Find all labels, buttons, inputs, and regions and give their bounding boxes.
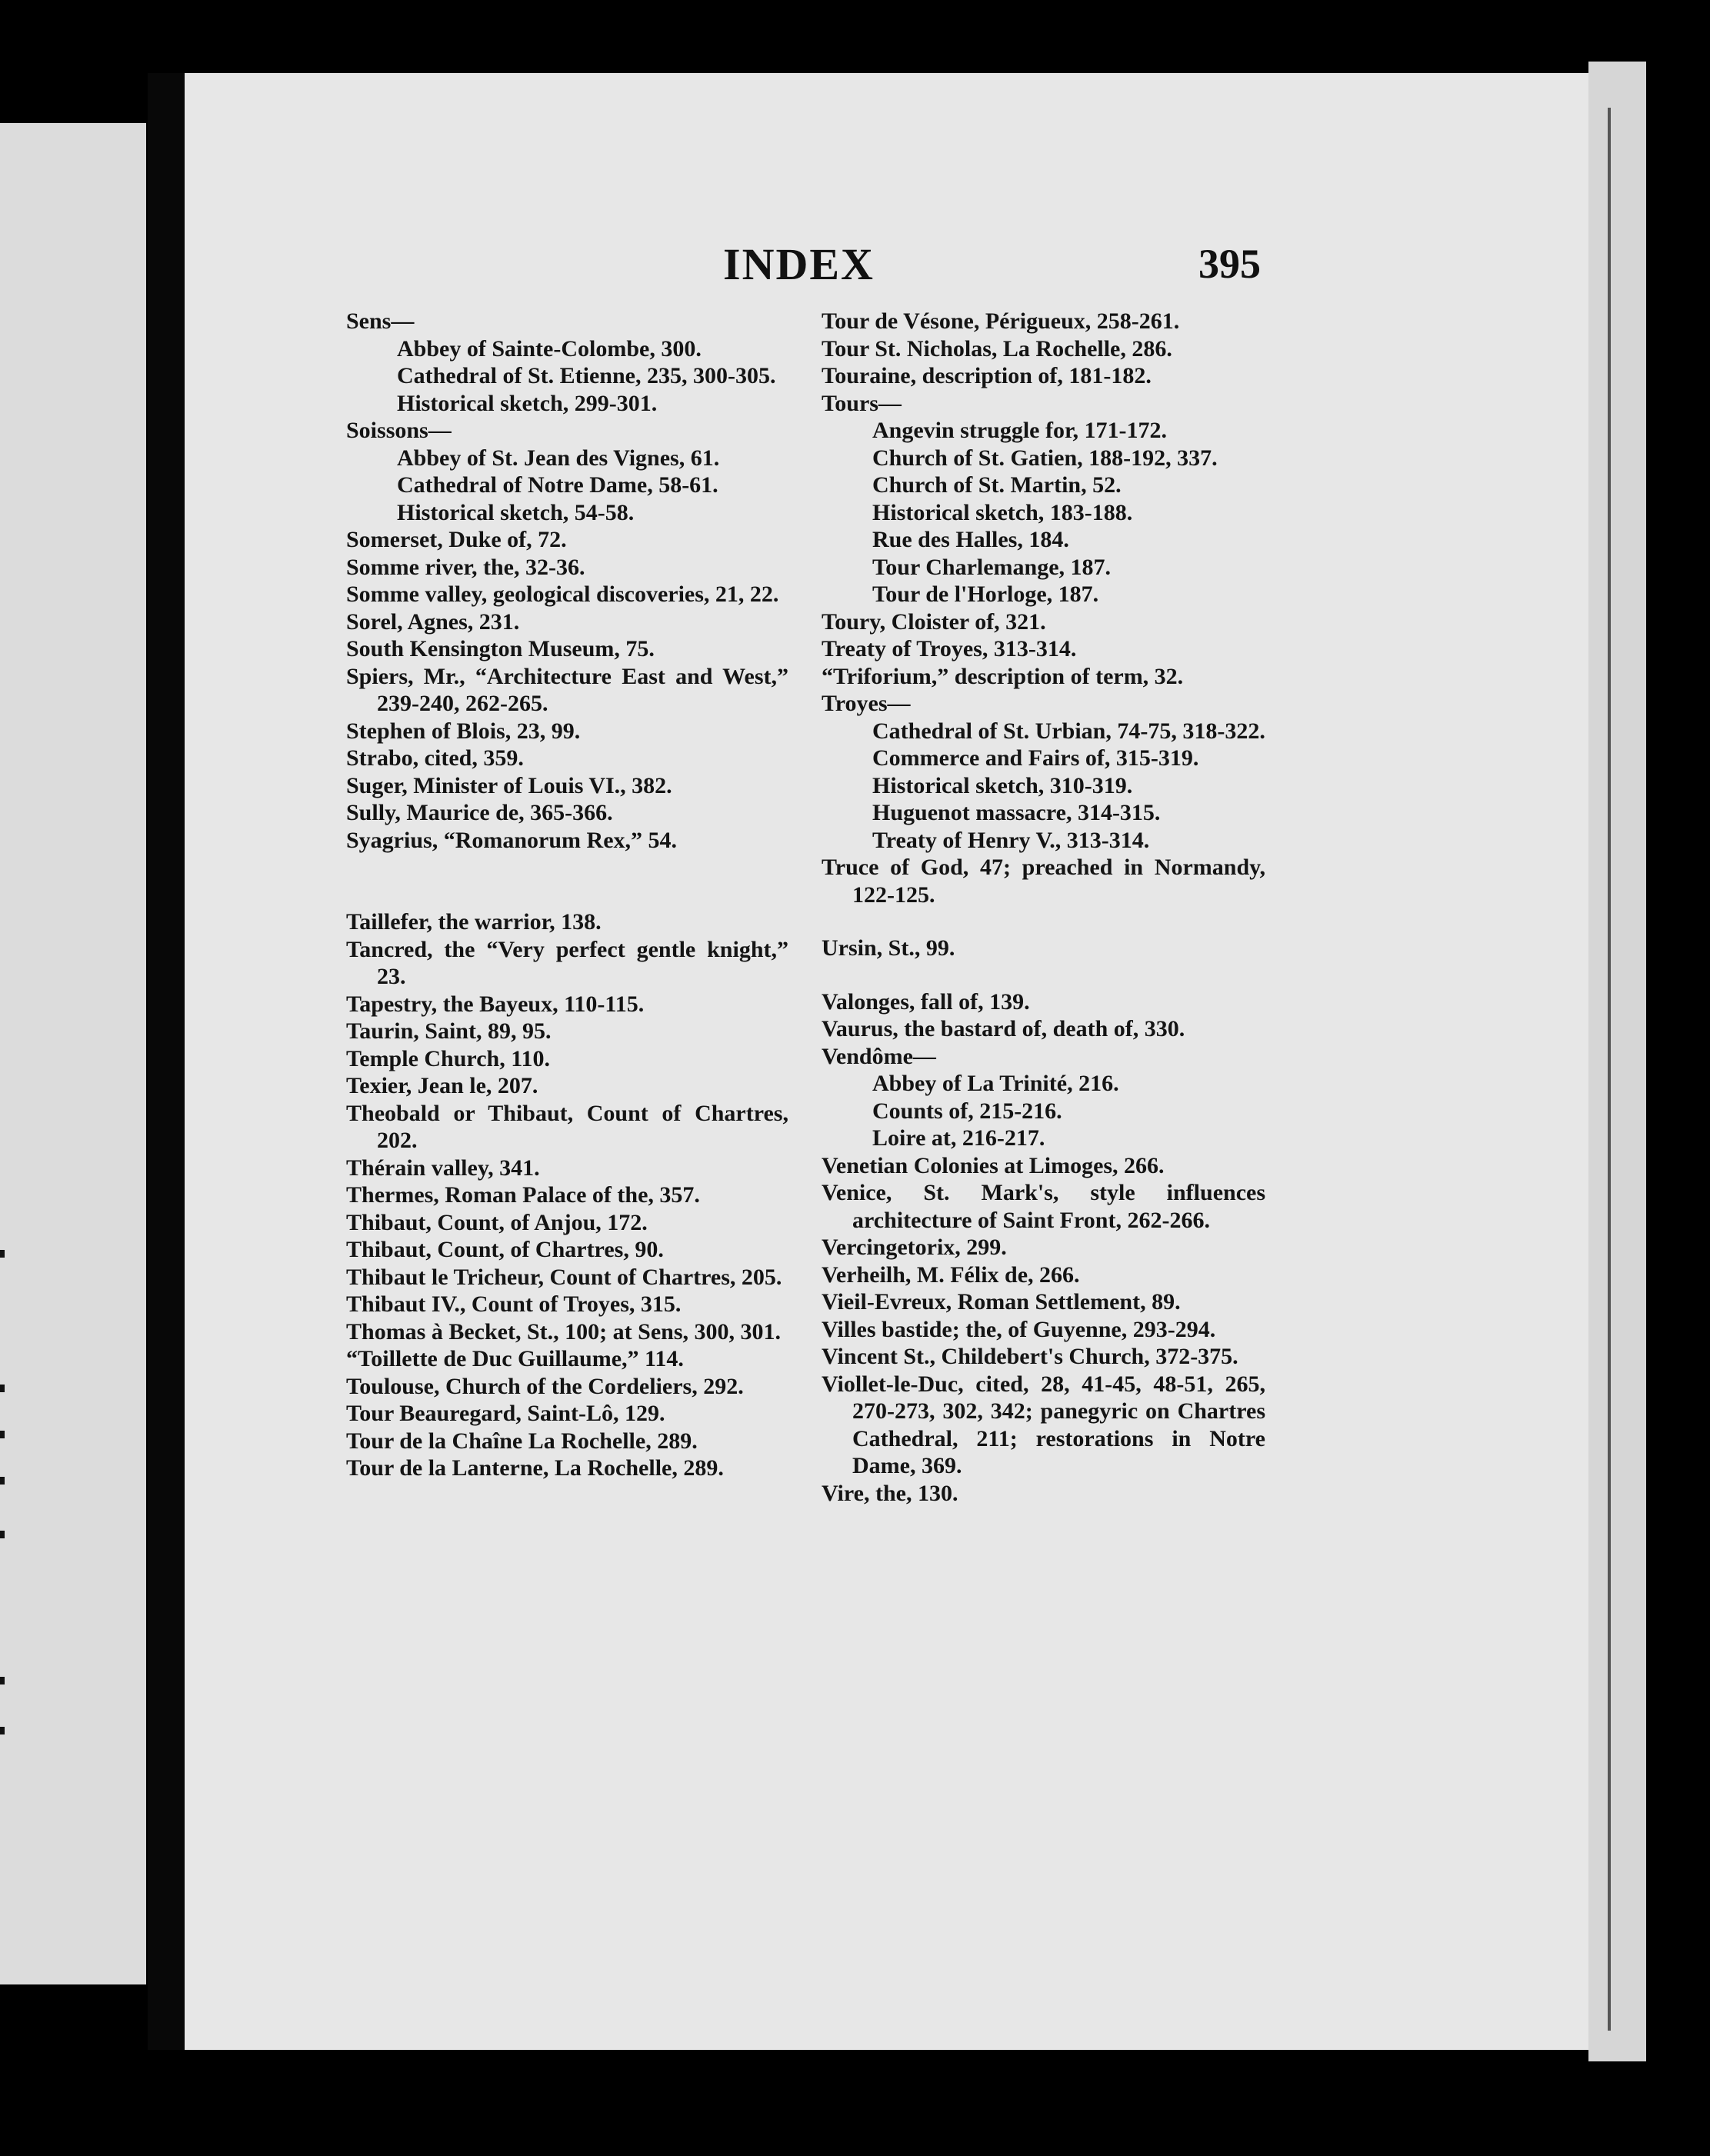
index-column-left xyxy=(346,308,788,1482)
book-gutter xyxy=(148,73,185,2050)
index-entry: Vincent St., Childebert's Church, 372-375. xyxy=(822,1344,1238,1369)
index-entry: Touraine, description of, 181-182. xyxy=(822,363,1152,388)
index-entry: Somme valley, geological discoveries, 21, 22. xyxy=(346,581,779,607)
index-entry: Venice, St. Mark's, style influences architecture of Saint Front, 262-266. xyxy=(822,1180,1265,1233)
index-entry: Thérain valley, 341. xyxy=(346,1155,540,1181)
margin-mark xyxy=(0,1385,5,1392)
letter-group-spacer xyxy=(822,962,1265,988)
index-entry: Taillefer, the warrior, 138. xyxy=(346,909,602,935)
letter-group-spacer xyxy=(346,854,788,908)
index-subentry: Rue des Halles, 184. xyxy=(872,527,1069,552)
index-entry: Toury, Cloister of, 321. xyxy=(822,608,1046,635)
margin-mark xyxy=(0,1727,5,1734)
index-subentry: Historical sketch, 299-301. xyxy=(397,390,658,416)
index-entry: Tancred, the “Very perfect gentle knight,” 23. xyxy=(346,936,788,989)
page-title: INDEX xyxy=(723,239,875,289)
index-entry: Troyes— xyxy=(822,691,911,716)
index-subentry: Abbey of Sainte-Colombe, 300. xyxy=(397,335,702,362)
index-entry: Thibaut le Tricheur, Count of Chartres, 205. xyxy=(346,1264,782,1290)
margin-mark xyxy=(0,1431,5,1438)
index-entry: Toulouse, Church of the Cordeliers, 292. xyxy=(346,1373,744,1399)
index-entry: Taurin, Saint, 89, 95. xyxy=(346,1018,552,1044)
index-entry: “Triforium,” description of term, 32. xyxy=(822,663,1184,689)
index-entry: Truce of God, 47; preached in Normandy, 122-125. xyxy=(822,855,1265,908)
index-subentry: Huguenot massacre, 314-315. xyxy=(872,800,1161,825)
index-entry: Tour de Vésone, Périgueux, 258-261. xyxy=(822,308,1180,334)
index-subentry: Loire at, 216-217. xyxy=(872,1125,1045,1151)
index-subentry: Commerce and Fairs of, 315-319. xyxy=(872,745,1199,771)
margin-mark xyxy=(0,1250,5,1258)
index-entry: Vieil-Evreux, Roman Settlement, 89. xyxy=(822,1289,1181,1315)
index-entry: Tour Beauregard, Saint-Lô, 129. xyxy=(346,1401,665,1426)
index-entry: Tours— xyxy=(822,390,902,416)
index-entry: Thibaut, Count, of Anjou, 172. xyxy=(346,1209,648,1235)
index-entry: Valonges, fall of, 139. xyxy=(822,988,1030,1015)
facing-page xyxy=(0,123,146,1984)
index-entry: Stephen of Blois, 23, 99. xyxy=(346,718,581,744)
index-column-right xyxy=(822,308,1265,1507)
index-subentry: Cathedral of Notre Dame, 58-61. xyxy=(397,472,718,498)
index-subentry: Abbey of St. Jean des Vignes, 61. xyxy=(397,445,720,471)
index-subentry: Cathedral of St. Etienne, 235, 300-305. xyxy=(397,363,776,388)
index-entry: Thibaut, Count, of Chartres, 90. xyxy=(346,1237,664,1262)
index-entry: Tapestry, the Bayeux, 110-115. xyxy=(346,991,645,1017)
index-entry: “Toillette de Duc Guillaume,” 114. xyxy=(346,1346,684,1371)
index-entry: Sorel, Agnes, 231. xyxy=(346,608,520,635)
margin-mark xyxy=(0,1477,5,1485)
index-entry: Thermes, Roman Palace of the, 357. xyxy=(346,1182,700,1208)
margin-mark xyxy=(0,1677,5,1684)
index-entry: Tour de la Chaîne La Rochelle, 289. xyxy=(346,1428,698,1454)
index-subentry: Historical sketch, 54-58. xyxy=(397,499,635,525)
margin-mark xyxy=(0,1531,5,1538)
index-entry: Vire, the, 130. xyxy=(822,1480,958,1506)
index-entry: Texier, Jean le, 207. xyxy=(346,1073,538,1098)
index-entry: Tour de la Lanterne, La Rochelle, 289. xyxy=(346,1455,724,1481)
index-subentry: Church of St. Martin, 52. xyxy=(872,472,1122,498)
index-entry: Sully, Maurice de, 365-366. xyxy=(346,800,613,825)
index-entry: Somerset, Duke of, 72. xyxy=(346,527,567,552)
index-entry: Strabo, cited, 359. xyxy=(346,745,524,771)
page-edge xyxy=(1588,62,1646,2061)
page-number: 395 xyxy=(1198,241,1261,287)
index-entry: Suger, Minister of Louis VI., 382. xyxy=(346,772,672,798)
index-subentry: Angevin struggle for, 171-172. xyxy=(872,418,1168,443)
index-subentry: Historical sketch, 183-188. xyxy=(872,499,1133,525)
index-entry: Verheilh, M. Félix de, 266. xyxy=(822,1261,1080,1288)
index-entry: Sens— xyxy=(346,308,415,334)
index-entry: Thomas à Becket, St., 100; at Sens, 300, 301. xyxy=(346,1318,782,1345)
index-subentry: Church of St. Gatien, 188-192, 337. xyxy=(872,445,1218,471)
index-entry: Vercingetorix, 299. xyxy=(822,1235,1007,1260)
index-entry: Villes bastide; the, of Guyenne, 293-294. xyxy=(822,1316,1216,1342)
index-subentry: Abbey of La Trinité, 216. xyxy=(872,1071,1119,1096)
index-subentry: Tour Charlemange, 187. xyxy=(872,554,1112,580)
letter-group-spacer xyxy=(822,908,1265,935)
index-subentry: Treaty of Henry V., 313-314. xyxy=(872,827,1150,853)
index-entry: Ursin, St., 99. xyxy=(822,935,955,961)
index-subentry: Historical sketch, 310-319. xyxy=(872,772,1133,798)
index-entry: Venetian Colonies at Limoges, 266. xyxy=(822,1152,1165,1178)
index-entry: Treaty of Troyes, 313-314. xyxy=(822,636,1077,661)
index-entry: Viollet-le-Duc, cited, 28, 41-45, 48-51, 265, 270-273, 302, 342; panegyric on Chartres Cathedral, 211; restorations in Notre Dame, 369. xyxy=(822,1371,1265,1478)
index-entry: Vaurus, the bastard of, death of, 330. xyxy=(822,1016,1185,1041)
index-subentry: Cathedral of St. Urbian, 74-75, 318-322. xyxy=(872,718,1265,744)
index-entry: Syagrius, “Romanorum Rex,” 54. xyxy=(346,827,678,853)
index-subentry: Tour de l'Horloge, 187. xyxy=(872,581,1099,607)
index-entry: Spiers, Mr., “Architecture East and West,” 239-240, 262-265. xyxy=(346,663,788,716)
index-entry: South Kensington Museum, 75. xyxy=(346,636,655,661)
page-edge-line xyxy=(1608,108,1611,2031)
page-header xyxy=(0,238,1710,292)
index-entry: Tour St. Nicholas, La Rochelle, 286. xyxy=(822,335,1172,362)
index-entry: Soissons— xyxy=(346,418,452,443)
index-subentry: Counts of, 215-216. xyxy=(872,1098,1062,1124)
index-entry: Temple Church, 110. xyxy=(346,1045,551,1071)
index-entry: Theobald or Thibaut, Count of Chartres, 202. xyxy=(346,1100,788,1153)
index-entry: Vendôme— xyxy=(822,1043,936,1069)
index-entry: Somme river, the, 32-36. xyxy=(346,554,585,580)
index-entry: Thibaut IV., Count of Troyes, 315. xyxy=(346,1291,682,1317)
